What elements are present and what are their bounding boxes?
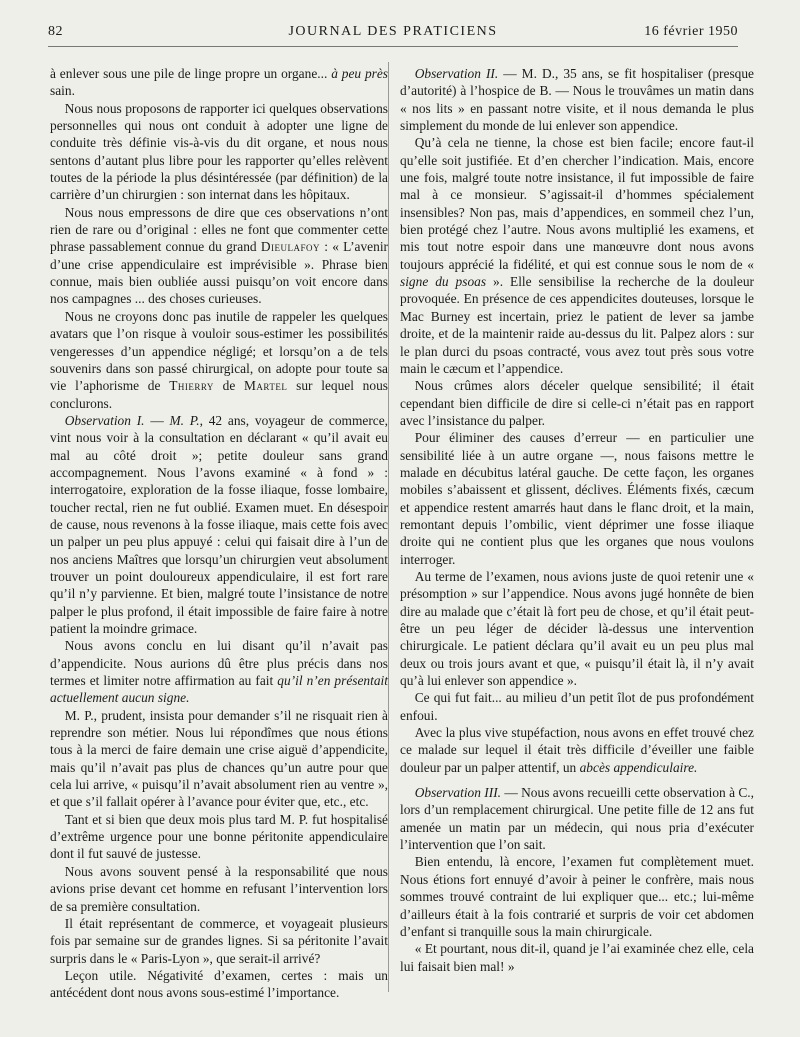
paragraph: Ce qui fut fait... au milieu d’un petit îlot de pus profondément enfoui.: [400, 690, 754, 723]
issue-date: 16 février 1950: [644, 24, 738, 39]
observation-3: Observation III. — Nous avons recueilli cette observation à C., lors d’un remplacement chirurgical. Une petite fille de 12 ans fut amenée un matin par un médecin, qui nous pria d’exécuter l’intervention que l’on sait.: [400, 785, 754, 853]
paragraph: Nous crûmes alors déceler quelque sensibilité; il était cependant bien difficile de dire si celle-ci n’était pas en rapport avec l’insistance du palper.: [400, 378, 754, 428]
paragraph: Tant et si bien que deux mois plus tard M. P. fut hospitalisé d’extrême urgence pour une bonne péritonite appendiculaire dont il fut sauvé de justesse.: [50, 811, 388, 862]
paragraph: Avec la plus vive stupéfaction, nous avons en effet trouvé chez ce malade sur lequel il était très difficile d’éveiller une faible douleur par un palper attentif, un abcès appendiculaire.: [400, 725, 754, 775]
paragraph: Bien entendu, là encore, l’examen fut complètement muet. Nous étions fort ennuyé d’avoir à peiner le confrère, mais nous sommes trouvé contraint de lui expliquer que... etc.; lui-même d’ailleurs était à la fois contrarié et surpris de voir cet abdomen d’enfant si tranquille sous la main chirurgicale.: [400, 854, 754, 939]
left-column: [50, 65, 388, 1002]
paragraph: Nous avons souvent pensé à la responsabilité que nous avions prise devant cet homme en refusant l’intervention lors de sa première consultation.: [50, 863, 388, 914]
paragraph: Qu’à cela ne tienne, la chose est bien facile; encore faut-il qu’elle soit justifiée. Et d’en chercher l’indication. Mais, encore une fois, malgré toute notre insistance, il fut impossible de faire mal à ce monsieur. S’agissait-il d’hommes spécialement insensibles? Non pas, mais d’appendices, en sommeil chez l’un, bien protégé chez l’autre. Nous avons multiplié les examens, et mis tout notre espoir dans une manœuvre dont nous avons toujours apprécié la fidélité, et qui est connue sous le nom de « signe du psoas ». Elle sensibilise la recherche de la douleur provoquée. En présence de ces appendicites douteuses, lorsque le Mac Burney est incertain, priez le patient de lever sa jambe droite, et de la maintenir raide au-dessus du lit. Palpez alors : sur le plan durci du psoas contracté, vous avez tout près sous votre main le cæcum et l’appendice.: [400, 135, 754, 376]
paragraph: Il était représentant de commerce, et voyageait plusieurs fois par semaine sur de grandes lignes. Si sa péritonite l’avait surpris dans le « Paris-Lyon », que serait-il arrivé?: [50, 915, 388, 966]
page-number: 82: [48, 24, 63, 39]
paragraph: Pour éliminer des causes d’erreur — en particulier une sensibilité liée à un autre organe —, nous faisons mettre le malade en décubitus latéral gauche. De cette façon, les organes mobiles s’abaissent et glissent, déclives. Éléments fixés, cæcum et appendice restent amarrés haut dans le flanc droit, et la main, remontant depuis l’ombilic, vient déprimer une fosse iliaque droite qui ne contient plus que les organes que nous voulons interroger.: [400, 430, 754, 567]
right-column: [400, 65, 754, 975]
paragraph: M. P., prudent, insista pour demander s’il ne risquait rien à reprendre son métier. Nous lui répondîmes que nous étions tous à la merci de faire demain une crise aiguë d’appendicite, mais qu’il n’avait pas plus de chances qu’un autre pour que cela lui arrive, « puisqu’il n’avait absolument rien au ventre », et que s’il fallait opérer à l’avance pour éviter que, etc., etc.: [50, 707, 388, 810]
paragraph: Nous ne croyons donc pas inutile de rappeler les quelques avatars que l’on risque à vouloir sous-estimer les possibilités vengeresses d’un appendice négligé; et lorsqu’on a de tels souvenirs dans son passé chirurgical, on adopte pour toute sa vie l’aphorisme de Thierry de Martel sur lequel nous conclurons.: [50, 308, 388, 411]
paragraph: Nous avons conclu en lui disant qu’il n’avait pas d’appendicite. Nous aurions dû être plus précis dans nos termes et limiter notre affirmation au fait qu’il n’en présentait actuellement aucun signe.: [50, 638, 388, 706]
paragraph: à enlever sous une pile de linge propre un organe... à peu près sain.: [50, 66, 388, 99]
observation-1: Observation I. — M. P., 42 ans, voyageur de commerce, vint nous voir à la consultation en déclarant « qu’il avait eu mal au côté droit »; petite douleur sans grand accompagnement. Nous l’avons examiné « à fond » : interrogatoire, exploration de la fosse iliaque, fosse lombaire, toucher rectal, rien ne fut oublié. Examen muet. En désespoir de cause, nous revenons à la fosse iliaque, mais cette fois avec un palper un peu plus appuyé : celui qui faisait dire à l’un de nos anciens Maîtres que lorsqu’un chirurgien veut absolument trouver un point douloureux appendiculaire, il est fort rare qu’il n’y parvienne. Et bien, malgré toute l’insistance de notre palper le plus profond, il était impossible de faire faire à notre patient la moindre grimace.: [50, 412, 389, 636]
journal-title: JOURNAL DES PRATICIENS: [288, 24, 498, 39]
page-header: [48, 24, 738, 46]
paragraph: Nous nous empressons de dire que ces observations n’ont rien de rare ou d’original : elles ne font que commenter cette phrase passablement connue du grand Dieulafoy : « L’avenir d’une crise appendiculaire est imprévisible ». Phrase bien connue, mais bien oubliée aussi puisqu’on voit encore dans nos campagnes ... des choses curieuses.: [50, 204, 388, 307]
paragraph: « Et pourtant, nous dit-il, quand je l’ai examinée chez elle, cela lui faisait bien mal! »: [400, 941, 754, 974]
header-rule: [48, 46, 738, 47]
observation-2: Observation II. — M. D., 35 ans, se fit hospitaliser (presque d’autorité) à l’hospice de B. — Nous le trouvâmes un matin dans « nos lits » en passant notre visite, et il nous demanda le plus simplement du monde de lui enlever son appendice.: [400, 66, 754, 134]
paragraph: Nous nous proposons de rapporter ici quelques observations personnelles qui nous ont conduit à adopter une ligne de conduite très définie vis-à-vis du dit organe, et nous nous sentons d’autant plus libre pour les rapporter qu’elles relèvent toutes de la période la plus désintéressée (par définition) de la carrière d’un chirurgien : son internat dans les hôpitaux.: [50, 100, 388, 203]
column-divider: [388, 62, 389, 992]
paragraph: Leçon utile. Négativité d’examen, certes : mais un antécédent dont nous avons sous-estimé l’importance.: [50, 967, 388, 1001]
paragraph: Au terme de l’examen, nous avions juste de quoi retenir une « présomption » sur l’appendice. Nous avons jugé honnête de bien dire au malade que c’était là fort peu de chose, et qu’il était peut-être un peu léger de décider là-dessus une intervention chirurgicale. Le patient déclara qu’il avait eu un peu plus mal deux ou trois jours avant et que, « puisqu’il était là, il n’y avait qu’à lui enlever son appendice ».: [400, 568, 754, 689]
